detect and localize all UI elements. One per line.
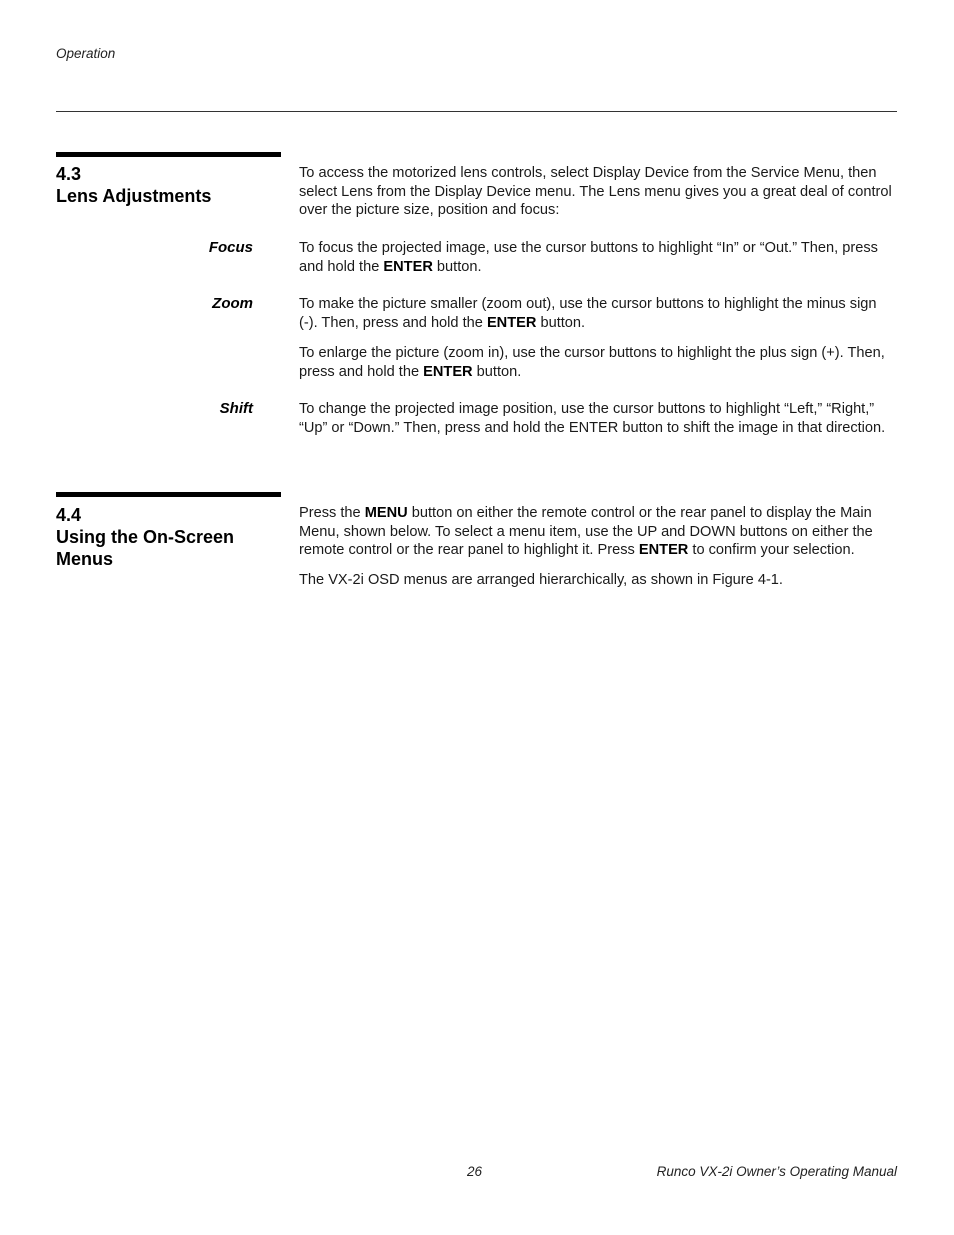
section-4-4-heading (56, 504, 281, 570)
section-number: 4.3 (56, 164, 82, 184)
subheading-focus: Focus (208, 239, 253, 256)
subheading-shift: Shift (219, 400, 253, 417)
shift-paragraph: To change the projected image position, use the cursor buttons to highlight “Left,” “Right,” “Up” or “Down.” Then, press and hold the ENTER button to shift the image in that direction. (299, 401, 886, 436)
subheading-zoom: Zoom (212, 295, 253, 312)
zoom-paragraph-2: To enlarge the picture (zoom in), use the cursor buttons to highlight the plus sign (+). Then, press and hold the ENTER button. (299, 345, 885, 380)
osd-paragraph: The VX-2i OSD menus are arranged hierarchically, as shown in Figure 4-1. (299, 572, 783, 588)
zoom-paragraph-1: To make the picture smaller (zoom out), use the cursor buttons to highlight the minus sign (-). Then, press and hold the ENTER button. (299, 296, 877, 331)
focus-paragraph: To focus the projected image, use the cursor buttons to highlight “In” or “Out.” Then, press and hold the ENTER button. (299, 240, 878, 275)
section-title: Lens Adjustments (56, 186, 212, 206)
menu-paragraph: Press the MENU button on either the remote control or the rear panel to display the Main Menu, shown below. To select a menu item, use the UP and DOWN buttons on either the remote control or the rear panel to highlight it. Press ENTER to confirm your selection. (299, 505, 873, 559)
page-number: 26 (467, 1164, 483, 1179)
section-title-line-1: Using the On-Screen (56, 527, 235, 547)
manual-title: Runco VX-2i Owner’s Operating Manual (656, 1164, 897, 1179)
section-4-4-bar (56, 492, 281, 497)
section-title-line-2: Menus (56, 549, 114, 569)
section-4-3-intro: To access the motorized lens controls, select Display Device from the Service Menu, then select Lens from the Display Device menu. The Lens menu gives you a great deal of control over the picture size, position and focus: (299, 165, 892, 219)
section-4-3-bar (56, 152, 281, 157)
running-header: Operation (56, 46, 116, 61)
section-number: 4.4 (56, 505, 82, 525)
header-rule (56, 111, 897, 112)
section-4-3-heading (56, 163, 281, 207)
